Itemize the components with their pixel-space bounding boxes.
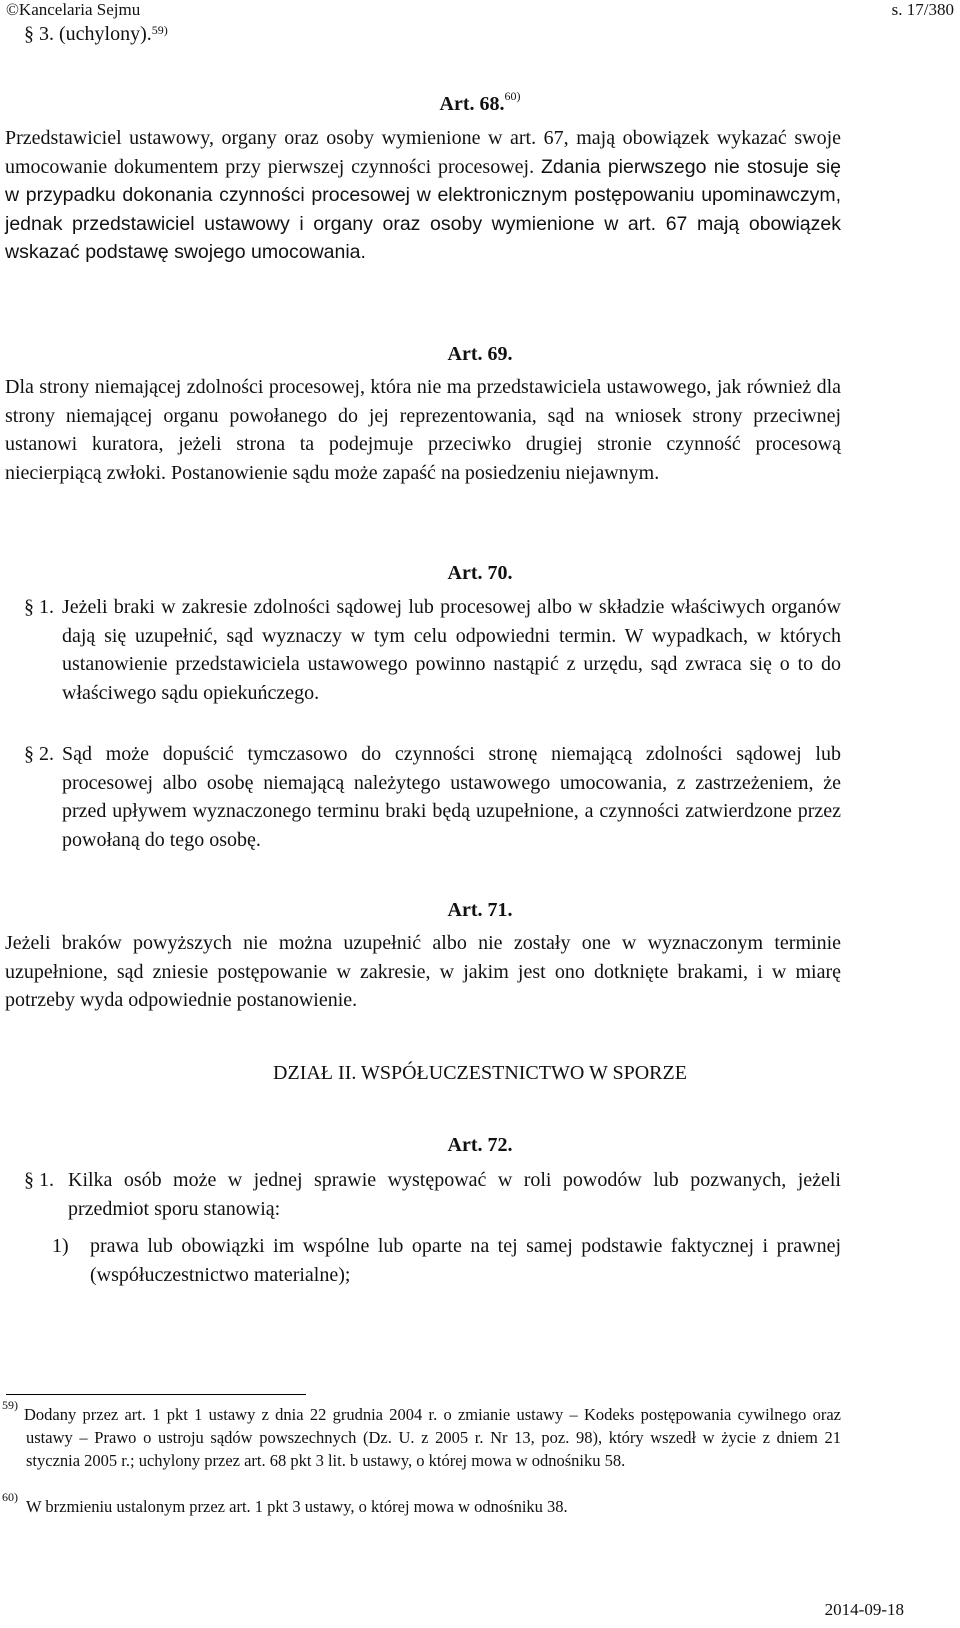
document-date: 2014-09-18 [824,1600,904,1619]
footnote-text: W brzmieniu ustalonym przez art. 1 pkt 3 ustawy, o której mowa w odnośniku 38. [26,1497,568,1516]
section-text: Kilka osób może w jednej sprawie występować w roli powodów lub pozwanych, jeżeli przedmiot sporu stanowią: [68,1169,841,1220]
item-number: 1) [52,1235,69,1257]
section-text: Jeżeli braki w zakresie zdolności sądowej lub procesowej albo w składzie właściwych organów dają się uzupełnić, sąd wyznaczy w tym celu odpowiedni termin. W wypadkach, w których ustanowienie przedstawiciela ustawowego powinno nastąpić z urzędu, sąd zwraca się o to do właściwego sądu opiekuńczego. [62,596,841,704]
section-3-repealed: § 3. (uchylony).$^{59)}$ [24,23,168,45]
footnote-text: Dodany przez art. 1 pkt 1 ustawy z dnia 22 grudnia 2004 r. o zmianie ustawy – Kodeks postępowania cywilnego oraz ustawy – Prawo o ustroju sądów powszechnych (Dz. U. z 2005 r. Nr 13, poz. 98), który wszedł w życie z dniem 21 stycznia 2005 r.; uchylony przez art. 68 pkt 3 lit. b ustawy, o której mowa w odnośniku 58. [24,1405,841,1470]
footnote-ref-59[interactable]: 59) [151,23,168,37]
section-number: § 1. [24,1169,54,1191]
item-text: prawa lub obowiązki im wspólne lub oparte na tej samej podstawie faktycznej i prawnej (współuczestnictwo materialne); [90,1235,841,1286]
article-70-heading: Art. 70. [447,562,513,584]
article-71-body: Jeżeli braków powyższych nie można uzupełnić albo nie zostały one w wyznaczonym terminie uzupełnione, sąd zniesie postępowanie w zakresie, w jakim jest ono dotknięte brakami, i w miarę potrzeby wyda odpowiednie postanowienie. [5,932,841,1011]
header-publisher: ©Kancelaria Sejmu [6,0,141,19]
article-68-body: Przedstawiciel ustawowy, organy oraz osoby wymienione w art. 67, mają obowiązek wykazać swoje umocowanie dokumentem przy pierwszej czynności procesowej. Zdania pierwszego nie stosuje się w przypadku dokonania czynności procesowej w elektronicznym postępowaniu upominawczym, jednak przedstawiciel ustawowy i organy oraz osoby wymienione w art. 67 mają obowiązek wskazać podstawę swojego umocowania. [5,127,841,263]
footnote-separator [6,1394,306,1395]
article-71-heading: Art. 71. [447,899,513,921]
article-72-heading: Art. 72. [447,1134,513,1156]
section-number: § 1. [24,596,54,618]
header-page-number: s. 17/380 [891,0,954,19]
footnote-number: 60) [2,1490,18,1504]
article-69-heading: Art. 69. [447,343,513,365]
footnote-ref-60[interactable]: 60) [504,89,521,103]
article-68-heading: Art. 68.$^{60)}$ [439,89,521,115]
footnote-number: 59) [2,1398,18,1412]
page-header [0,0,960,22]
section-text: Sąd może dopuścić tymczasowo do czynności stronę niemającą zdolności sądowej lub procesowej albo osobę niemającą należytego ustawowego umocowania, z zastrzeżeniem, że przed upływem wyznaczonego terminu braki będą uzupełnione, a czynności zatwierdzone przez powołaną do tego osobę. [62,743,841,851]
section-number: § 2. [24,743,54,765]
division-heading: DZIAŁ II. WSPÓŁUCZESTNICTWO W SPORZE [273,1062,687,1084]
article-69-body: Dla strony niemającej zdolności procesowej, która nie ma przedstawiciela ustawowego, jak również dla strony niemającej organu powołanego do jej reprezentowania, sąd na wniosek strony przeciwnej ustanowi kuratora, jeżeli strona ta podejmuje przeciwko drugiej stronie czynność procesową niecierpiącą zwłoki. Postanowienie sądu może zapaść na posiedzeniu niejawnym. [5,376,841,484]
